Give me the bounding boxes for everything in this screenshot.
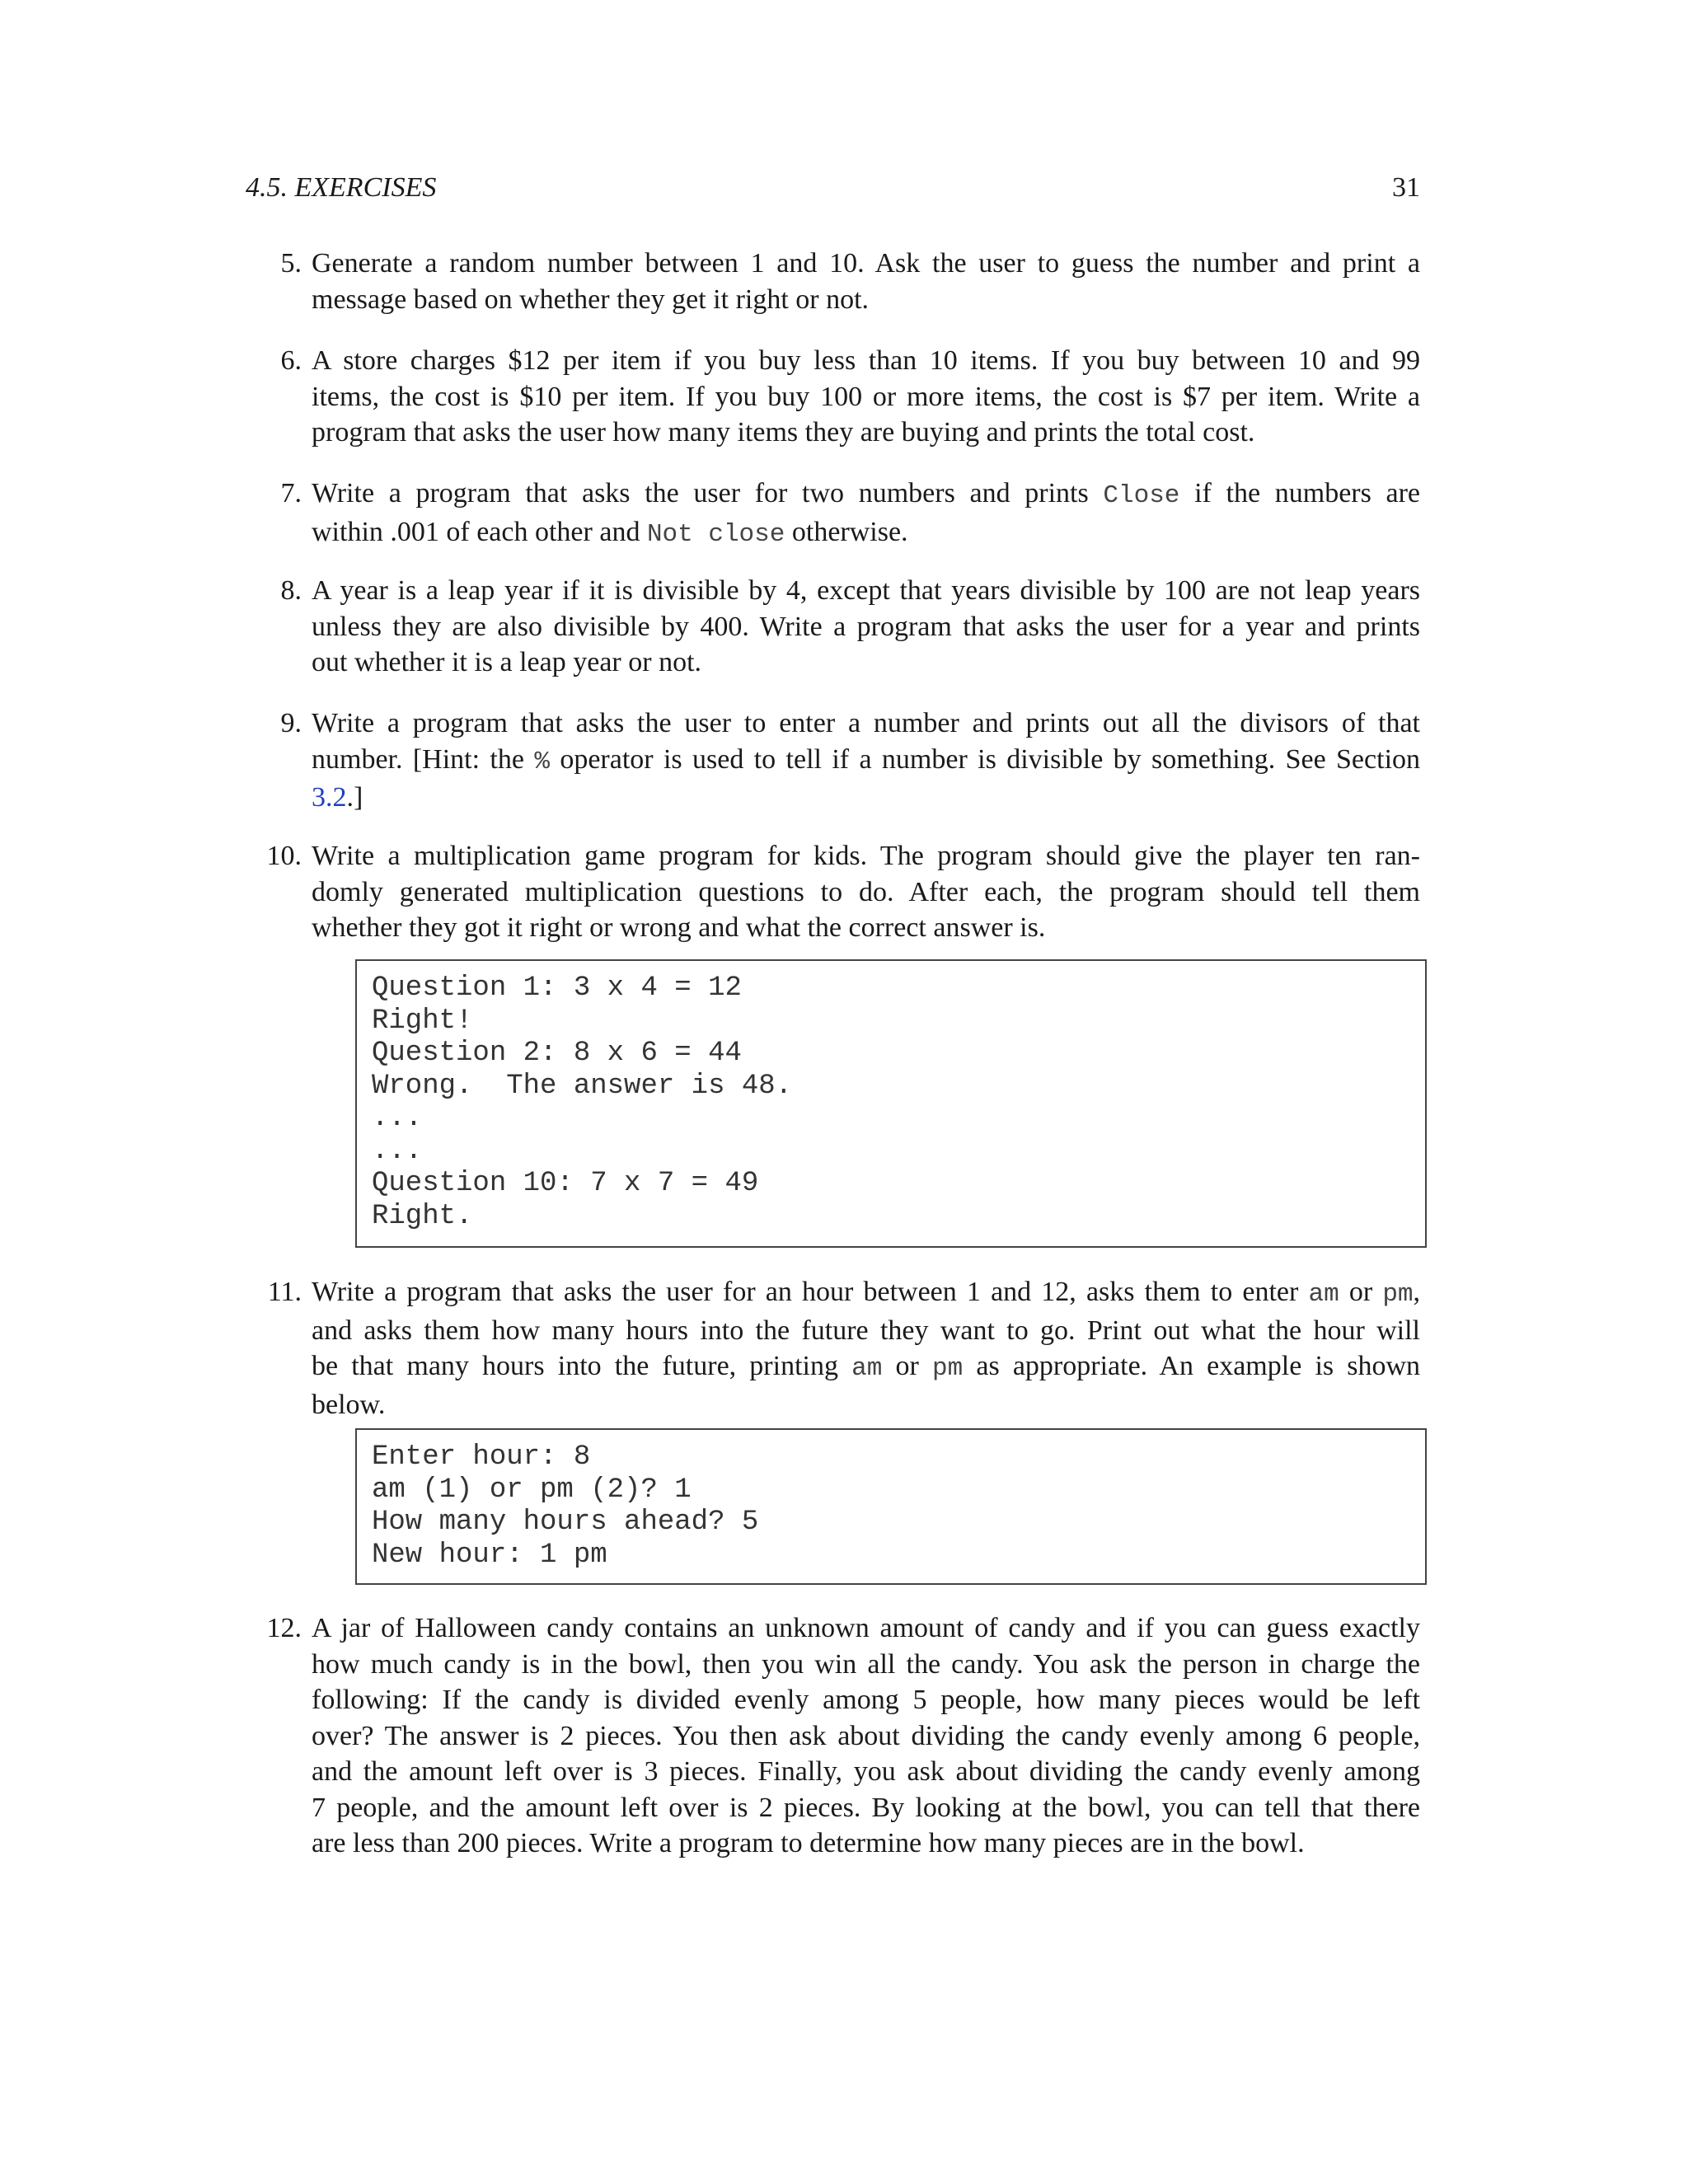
exercise-text [312, 573, 1420, 681]
text-line: program that asks the user how many items they are buying and prints the total cost. [312, 417, 1255, 448]
code-line: Enter hour: 8 [372, 1441, 591, 1473]
exercise-number: 10. [266, 841, 302, 871]
exercise-text [312, 838, 1420, 946]
exercise-11 [246, 1274, 1420, 1422]
text-line: following: If the candy is divided evenly among 5 people, how many pieces would be left [312, 1685, 1420, 1715]
inline-code: pm [932, 1354, 964, 1383]
exercise-number: 12. [266, 1613, 302, 1643]
exercise-number: 8. [280, 575, 302, 606]
text-line: whether they got it right or wrong and what the correct answer is. [312, 912, 1046, 943]
text-line: 3.2.] [312, 782, 363, 813]
text-line: Write a program that asks the user to enter a number and prints out all the divisors of that [312, 708, 1420, 738]
inline-code: pm [1382, 1280, 1414, 1309]
text-line: domly generated multiplication questions to do. After each, the program should tell them [312, 876, 1420, 907]
exercise-12 [246, 1610, 1420, 1862]
text-line: Write a multiplication game program for kids. The program should give the player ten ran- [312, 841, 1420, 871]
code-example-hours [355, 1428, 1427, 1585]
code-line: Question 2: 8 x 6 = 44 [372, 1038, 742, 1069]
exercise-text [312, 1274, 1420, 1422]
exercise-text [312, 705, 1420, 816]
page-header [246, 170, 1420, 206]
text-line: Write a program that asks the user for an hour between 1 and 12, asks them to enter am or pm, [312, 1277, 1421, 1309]
exercise-text [312, 246, 1420, 317]
inline-code: % [534, 747, 550, 776]
exercise-6 [246, 343, 1420, 451]
code-line: Question 1: 3 x 4 = 12 [372, 972, 742, 1004]
text-line: out whether it is a leap year or not. [312, 647, 702, 677]
inline-code: Not close [646, 519, 785, 549]
text-line: how much candy is in the bowl, then you win all the candy. You ask the person in charge the [312, 1648, 1420, 1680]
text-line: message based on whether they get it right or not. [312, 284, 870, 315]
text-line: over? The answer is 2 pieces. You then ask about dividing the candy evenly among 6 people, [312, 1720, 1420, 1751]
text-line: and asks them how many hours into the future they want to go. Print out what the hour will [312, 1315, 1420, 1346]
code-line: Right. [372, 1200, 473, 1232]
exercise-text [312, 1610, 1420, 1862]
inline-code: am [1308, 1280, 1339, 1309]
exercise-9 [246, 705, 1420, 816]
exercise-10 [246, 838, 1420, 946]
text-line: within .001 of each other and Not close otherwise. [312, 516, 908, 549]
inline-code: Close [1103, 481, 1180, 510]
exercise-number: 5. [280, 248, 302, 279]
code-line: How many hours ahead? 5 [372, 1507, 759, 1538]
text-line: A jar of Halloween candy contains an unknown amount of candy and if you can guess exactly [312, 1613, 1420, 1643]
exercise-number: 9. [280, 708, 302, 738]
exercise-number: 6. [280, 345, 302, 376]
exercise-number: 7. [280, 478, 302, 509]
text-line: are less than 200 pieces. Write a program to determine how many pieces are in the bowl. [312, 1828, 1305, 1858]
code-line: am (1) or pm (2)? 1 [372, 1474, 692, 1506]
text-line: and the amount left over is 3 pieces. Finally, you ask about dividing the candy evenly among [312, 1756, 1420, 1787]
page-number: 31 [1392, 172, 1420, 203]
code-line: New hour: 1 pm [372, 1539, 607, 1571]
text-line: Write a program that asks the user for two numbers and prints Close if the numbers are [312, 478, 1421, 510]
text-line: A store charges $12 per item if you buy less than 10 items. If you buy between 10 and 99 [312, 345, 1420, 376]
inline-code: am [851, 1354, 883, 1383]
text-line: items, the cost is $10 per item. If you buy 100 or more items, the cost is $7 per item. Write a [312, 381, 1420, 412]
text-line: unless they are also divisible by 400. Write a program that asks the user for a year and prints [312, 611, 1420, 642]
text-line: Generate a random number between 1 and 10. Ask the user to guess the number and print a [312, 248, 1420, 279]
text-line: be that many hours into the future, printing am or pm as appropriate. An example is shown [312, 1351, 1421, 1383]
exercise-8 [246, 573, 1420, 681]
exercise-text [312, 476, 1420, 552]
text-line: below. [312, 1389, 386, 1420]
code-line: ... [372, 1135, 423, 1167]
section-link[interactable]: 3.2 [312, 782, 347, 813]
exercise-text [312, 343, 1420, 451]
section-title: 4.5. EXERCISES [246, 172, 437, 203]
text-line: 7 people, and the amount left over is 2 pieces. By looking at the bowl, you can tell that there [312, 1792, 1420, 1823]
code-line: Wrong. The answer is 48. [372, 1070, 793, 1102]
code-line: Right! [372, 1005, 473, 1037]
text-line: A year is a leap year if it is divisible by 4, except that years divisible by 100 are not leap years [312, 575, 1420, 606]
code-example-multiplication [355, 959, 1427, 1248]
text-line: number. [Hint: the % operator is used to tell if a number is divisible by something. See Section [312, 743, 1421, 776]
exercise-number: 11. [267, 1277, 302, 1307]
exercise-5 [246, 246, 1420, 317]
exercise-7 [246, 476, 1420, 552]
code-line: Question 10: 7 x 7 = 49 [372, 1168, 759, 1199]
code-line: ... [372, 1103, 423, 1134]
